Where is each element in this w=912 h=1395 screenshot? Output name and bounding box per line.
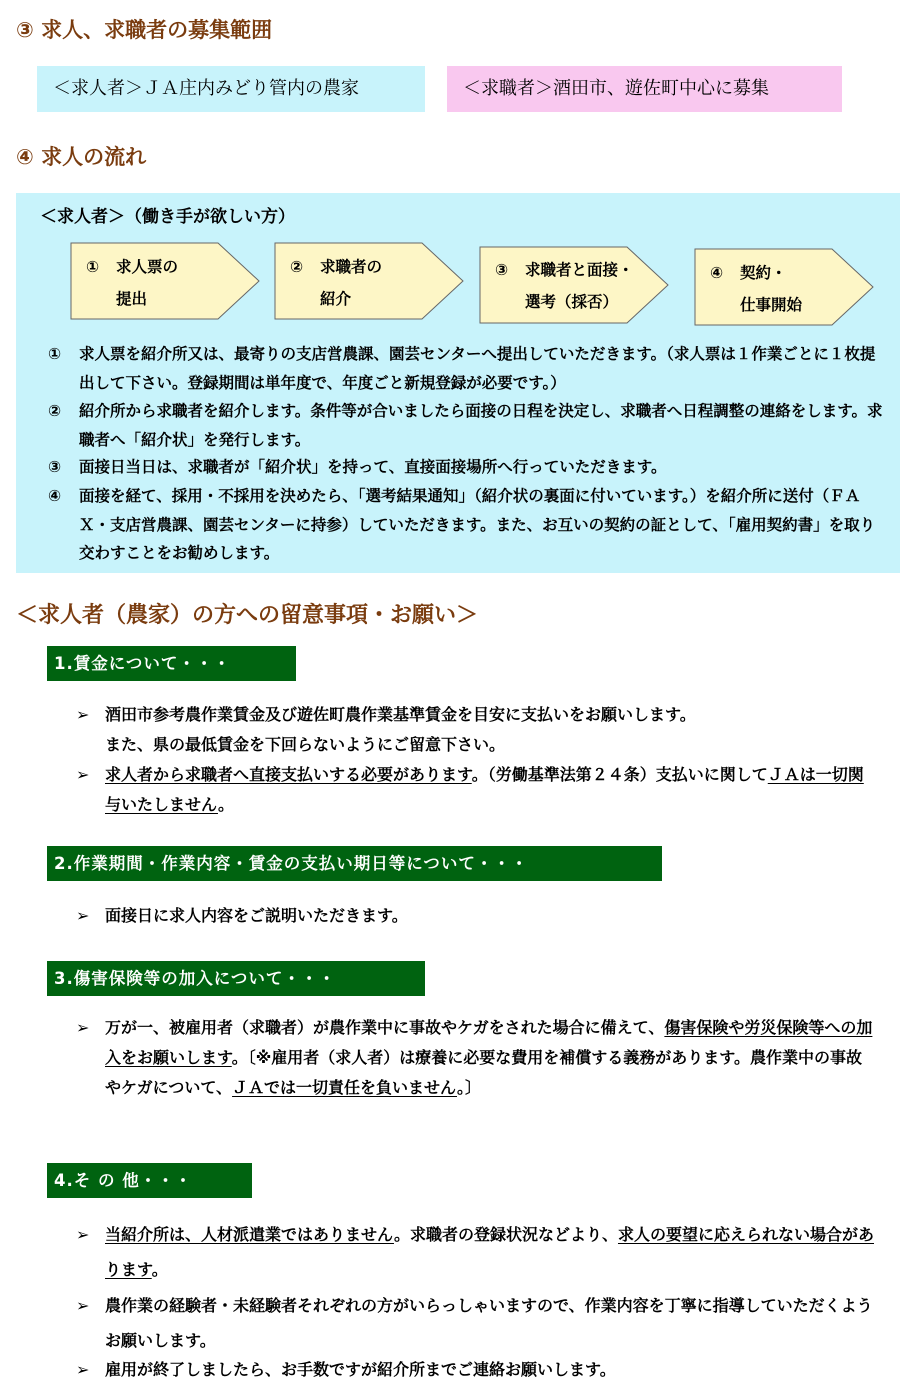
other-bullet-3-text: 雇用が終了しましたら、お手数ですが紹介所までご連絡お願いします。 — [105, 1360, 616, 1379]
period-bullet-1 — [76, 901, 876, 931]
flow-panel-title: ＜求人者＞（働き手が欲しい方） — [40, 207, 295, 227]
step1-line1: 求人票の — [116, 258, 179, 276]
step3-label — [495, 254, 634, 318]
step4-number: ④ — [710, 264, 724, 282]
employer-range-text: ＜求人者＞ＪＡ庄内みどり管内の農家 — [53, 78, 359, 99]
ja-no-responsibility-underlined: ＪＡでは一切責任を負いません — [232, 1078, 458, 1097]
step1-number: ① — [86, 258, 100, 276]
bullet-arrow-icon: ➢ — [76, 1360, 90, 1379]
period-section-title: 2.作業期間・作業内容・賃金の支払い期日等について・・・ — [47, 846, 662, 881]
wage-bullet-1 — [76, 700, 876, 760]
flow-note-4 — [48, 482, 888, 568]
other-bullet-1-end: 。 — [151, 1260, 168, 1279]
note-text: 紹介所から求職者を紹介します。条件等が合いましたら面接の日程を決定し、求職者へ日程調整の連絡をします。求職者へ「紹介状」を発行します。 — [79, 402, 883, 449]
wage-bullet-1-line1: 酒田市参考農作業賃金及び遊佐町農作業基準賃金を目安に支払いをお願いします。 — [105, 705, 696, 724]
step2-line1: 求職者の — [320, 258, 383, 276]
other-bullet-1 — [76, 1217, 876, 1287]
insurance-bullet-1 — [76, 1013, 876, 1103]
insurance-text-2: 。〔※雇用者（求人者）は療養に必要な費用を補償する義務があります。農作業中の事故やケガについて、 — [105, 1048, 863, 1097]
step2-number: ② — [290, 258, 304, 276]
bullet-arrow-icon: ➢ — [76, 705, 90, 724]
ja-no-involvement-underlined: ＪＡは一切関与いたしません — [105, 765, 864, 814]
step2-label — [290, 251, 382, 315]
note-text: 面接日当日は、求職者が「紹介状」を持って、直接面接場所へ行っていただきます。 — [79, 458, 667, 476]
step3-line1: 求職者と面接・ — [525, 261, 634, 279]
bullet-arrow-icon: ➢ — [76, 765, 90, 784]
step4-line2: 仕事開始 — [740, 296, 803, 314]
other-section-title: 4.そ の 他・・・ — [47, 1163, 252, 1198]
jobseeker-range-box — [447, 66, 842, 112]
bullet-arrow-icon: ➢ — [76, 1018, 90, 1037]
note-number: ③ — [48, 458, 62, 476]
employer-range-box — [37, 66, 425, 112]
other-bullet-1-text: 。求職者の登録状況などより、 — [393, 1225, 618, 1244]
period-bullet-text: 面接日に求人内容をご説明いただきます。 — [105, 906, 408, 925]
insurance-text-1: 万が一、被雇用者（求職者）が農作業中に事故やケガをされた場合に備えて、 — [105, 1018, 665, 1037]
step4-line1: 契約・ — [740, 264, 787, 282]
step3-line2: 選考（採否） — [525, 293, 619, 311]
note-number: ④ — [48, 487, 62, 505]
insurance-section-title: 3.傷害保険等の加入について・・・ — [47, 961, 425, 996]
wage-section-title: 1.賃金について・・・ — [47, 646, 296, 681]
step1-label — [86, 251, 178, 315]
wage-bullet-1-line2: また、県の最低賃金を下回らないようにご留意下さい。 — [105, 735, 506, 754]
step2-line2: 紹介 — [320, 290, 352, 308]
note-number: ① — [48, 345, 62, 363]
bullet-arrow-icon: ➢ — [76, 1225, 90, 1244]
direct-payment-underlined: 求人者から求職者へ直接支払いする必要があります — [105, 765, 472, 784]
section3-heading: ③ 求人、求職者の募集範囲 — [16, 18, 273, 42]
step1-line2: 提出 — [116, 290, 148, 308]
notice-heading: ＜求人者（農家）の方への留意事項・お願い＞ — [16, 603, 479, 628]
step3-number: ③ — [495, 261, 509, 279]
insurance-text-3: 。〕 — [457, 1078, 482, 1097]
not-staffing-agency-underlined: 当紹介所は、人材派遣業ではありません — [105, 1225, 394, 1244]
wage-bullet-2-end: 。 — [217, 795, 234, 814]
step4-label — [710, 257, 802, 321]
bullet-arrow-icon: ➢ — [76, 1296, 90, 1315]
other-bullet-2-text: 農作業の経験者・未経験者それぞれの方がいらっしゃいますので、作業内容を丁寧に指導していただくようお願いします。 — [105, 1296, 873, 1350]
bullet-arrow-icon: ➢ — [76, 906, 90, 925]
note-text: 面接を経て、採用・不採用を決めたら、「選考結果通知」（紹介状の裏面に付いています。）を紹介所に送付（ＦＡＸ・支店営農課、園芸センターに持参）していただきます。また、お互いの契約の証として、「雇用契約書」を取り交わすことをお勧めします。 — [79, 487, 876, 562]
other-bullet-2 — [76, 1288, 876, 1358]
section4-heading: ④ 求人の流れ — [16, 145, 147, 169]
flow-note-3 — [48, 453, 888, 482]
may-not-meet-request-underlined: 求人の要望に応えられない場合があります — [105, 1225, 874, 1279]
wage-bullet-2 — [76, 760, 876, 820]
other-bullet-3 — [76, 1352, 876, 1387]
flow-note-2 — [48, 397, 888, 454]
flow-note-1 — [48, 340, 888, 397]
note-number: ② — [48, 402, 62, 420]
jobseeker-range-text: ＜求職者＞酒田市、遊佐町中心に募集 — [463, 78, 769, 99]
insurance-enrollment-underlined: 傷害保険や労災保険等への加入をお願いします — [105, 1018, 873, 1067]
wage-bullet-2-text: 。（労働基準法第２４条）支払いに関して — [471, 765, 768, 784]
note-text: 求人票を紹介所又は、最寄りの支店営農課、園芸センターへ提出していただきます。（求人票は１作業ごとに１枚提出して下さい。登録期間は単年度で、年度ごと新規登録が必要です。） — [79, 345, 876, 392]
